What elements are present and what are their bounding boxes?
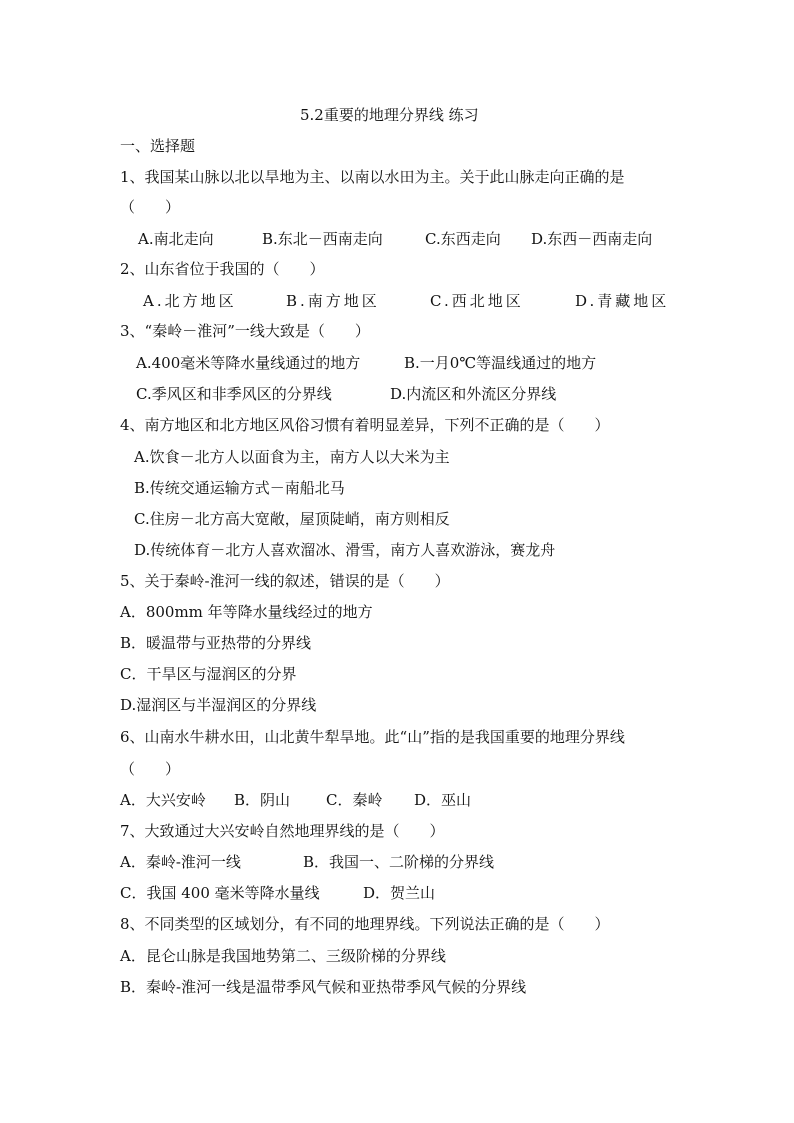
question-1-option-c: C.东西走向	[425, 230, 501, 248]
question-4-stem: 4、南方地区和北方地区风俗习惯有着明显差异，下列不正确的是（ ）	[120, 416, 610, 434]
question-2-stem: 2、山东省位于我国的（ ）	[120, 260, 325, 278]
question-7-option-d: D．贺兰山	[363, 884, 436, 902]
question-6-option-a: A．大兴安岭	[120, 791, 206, 809]
question-4-option-b: B.传统交通运输方式－南船北马	[134, 479, 345, 497]
question-1-stem-bracket: （ ）	[120, 198, 181, 216]
question-4-option-c: C.住房－北方高大宽敞，屋顶陡峭，南方则相反	[134, 510, 450, 528]
question-6-option-b: B．阴山	[234, 791, 291, 809]
question-8-option-b: B．秦岭-淮河一线是温带季风气候和亚热带季风气候的分界线	[120, 978, 527, 996]
question-3-option-a: A.400毫米等降水量线通过的地方	[136, 354, 361, 372]
question-8-stem: 8、不同类型的区域划分，有不同的地理界线。下列说法正确的是（ ）	[120, 915, 610, 933]
question-2-option-c: C.西北地区	[430, 292, 524, 310]
question-3-option-d: D.内流区和外流区分界线	[390, 385, 557, 403]
question-1-option-a: A.南北走向	[138, 230, 214, 248]
question-2-option-d: D.青藏地区	[575, 292, 670, 310]
question-6-option-c: C．秦岭	[326, 791, 383, 809]
question-4-option-d: D.传统体育－北方人喜欢溜冰、滑雪，南方人喜欢游泳，赛龙舟	[134, 541, 556, 559]
question-6-option-d: D．巫山	[414, 791, 472, 809]
page-title: 5.2重要的地理分界线 练习	[300, 106, 479, 124]
question-5-stem: 5、关于秦岭-淮河一线的叙述，错误的是（ ）	[120, 572, 450, 590]
question-5-option-d: D.湿润区与半湿润区的分界线	[120, 696, 317, 714]
question-3-option-b: B.一月0℃等温线通过的地方	[404, 354, 597, 372]
question-4-option-a: A.饮食－北方人以面食为主，南方人以大米为主	[134, 448, 450, 466]
question-5-option-b: B．暖温带与亚热带的分界线	[120, 634, 312, 652]
question-2-option-b: B.南方地区	[286, 292, 380, 310]
question-7-option-c: C．我国 400 毫米等降水量线	[120, 884, 320, 902]
question-1-option-b: B.东北－西南走向	[262, 230, 383, 248]
question-7-option-b: B．我国一、二阶梯的分界线	[303, 853, 495, 871]
question-7-option-a: A．秦岭-淮河一线	[120, 853, 241, 871]
question-7-stem: 7、大致通过大兴安岭自然地理界线的是（ ）	[120, 822, 445, 840]
question-6-stem-bracket: （ ）	[120, 760, 181, 778]
question-3-option-c: C.季风区和非季风区的分界线	[136, 385, 332, 403]
question-1-stem: 1、我国某山脉以北以旱地为主、以南以水田为主。关于此山脉走向正确的是	[120, 168, 625, 186]
question-1-option-d: D.东西－西南走向	[531, 230, 653, 248]
question-5-option-a: A．800mm 年等降水量线经过的地方	[120, 603, 373, 621]
section-heading: 一、选择题	[120, 137, 196, 155]
question-5-option-c: C．干旱区与湿润区的分界	[120, 665, 297, 683]
question-3-stem: 3、“秦岭－淮河”一线大致是（ ）	[120, 322, 370, 340]
question-6-stem: 6、山南水牛耕水田，山北黄牛犁旱地。此“山”指的是我国重要的地理分界线	[120, 728, 625, 746]
question-8-option-a: A．昆仑山脉是我国地势第二、三级阶梯的分界线	[120, 947, 446, 965]
question-2-option-a: A.北方地区	[143, 292, 237, 310]
